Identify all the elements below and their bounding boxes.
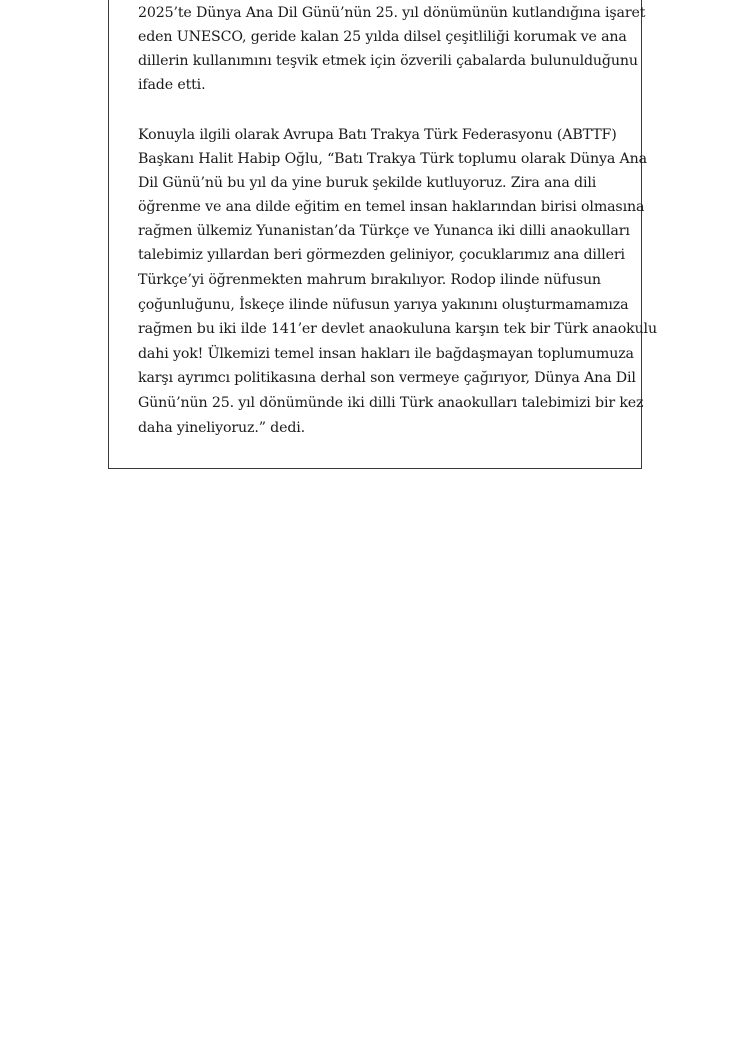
paragraph-2-line-10: dahi yok! Ülkemizi temel insan hakları ile bağdaşmayan toplumumuza <box>138 346 634 362</box>
paragraph-2-line-7: Türkçe’yi öğrenmekten mahrum bırakılıyor. Rodop ilinde nüfusun <box>138 272 601 288</box>
paragraph-2-line-8: çoğunluğunu, İskeçe ilinde nüfusun yarıya yakınını oluşturmamamıza <box>138 297 629 313</box>
paragraph-2-line-1: Konuyla ilgili olarak Avrupa Batı Trakya Türk Federasyonu (ABTTF) <box>138 127 617 143</box>
paragraph-2-line-4: öğrenme ve ana dilde eğitim en temel insan haklarından birisi olmasına <box>138 199 645 215</box>
paragraph-2-line-9: rağmen bu iki ilde 141’er devlet anaokuluna karşın tek bir Türk anaokulu <box>138 321 657 337</box>
paragraph-1-line-3: dillerin kullanımını teşvik etmek için özverili çabalarda bulunulduğunu <box>138 53 638 69</box>
paragraph-2-line-5: rağmen ülkemiz Yunanistan’da Türkçe ve Yunanca iki dilli anaokulları <box>138 223 630 239</box>
paragraph-2-line-3: Dil Günü’nü bu yıl da yine buruk şekilde kutluyoruz. Zira ana dili <box>138 175 597 191</box>
paragraph-2-line-11: karşı ayrımcı politikasına derhal son vermeye çağırıyor, Dünya Ana Dil <box>138 370 636 386</box>
paragraph-1-line-1: 2025’te Dünya Ana Dil Günü’nün 25. yıl dönümünün kutlandığına işaret <box>138 5 646 21</box>
paragraph-1-line-4: ifade etti. <box>138 77 206 93</box>
paragraph-2-line-2: Başkanı Halit Habip Oğlu, “Batı Trakya Türk toplumu olarak Dünya Ana <box>138 151 647 167</box>
paragraph-2-line-6: talebimiz yıllardan beri görmezden geliniyor, çocuklarımız ana dilleri <box>138 247 625 263</box>
paragraph-1-line-2: eden UNESCO, geride kalan 25 yılda dilsel çeşitliliği korumak ve ana <box>138 29 627 45</box>
paragraph-2-line-13: daha yineliyoruz.” dedi. <box>138 420 306 436</box>
paragraph-2-line-12: Günü’nün 25. yıl dönümünde iki dilli Türk anaokulları talebimizi bir kez <box>138 395 644 411</box>
